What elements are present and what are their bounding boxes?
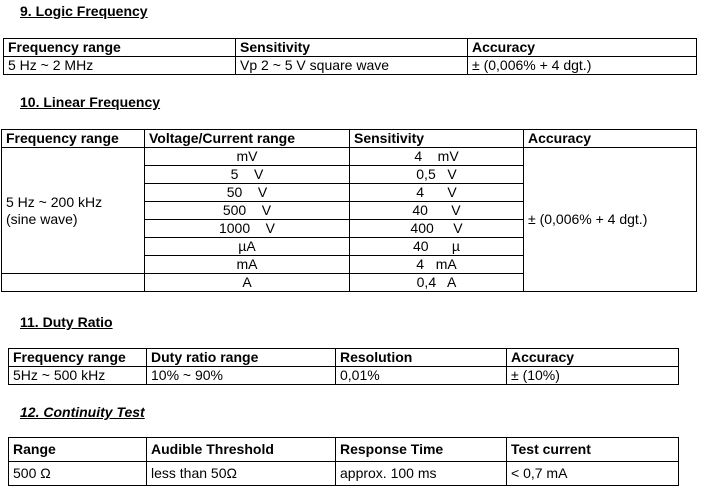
duty-ratio-table — [8, 348, 679, 385]
cell-audible-threshold: less than 50Ω — [147, 462, 336, 486]
cell-accuracy: ± (10%) — [507, 367, 679, 385]
header-audible-threshold: Audible Threshold — [147, 438, 336, 462]
cell-duty-ratio-range: 10% ~ 90% — [147, 367, 336, 385]
continuity-test-table — [8, 437, 679, 486]
section-title-logic-frequency: 9. Logic Frequency — [20, 3, 148, 19]
cell-response-time: approx. 100 ms — [336, 462, 507, 486]
cell-range: µA — [145, 238, 350, 256]
header-frequency-range: Frequency range — [9, 349, 147, 367]
header-response-time: Response Time — [336, 438, 507, 462]
cell-range: 50 V — [145, 184, 350, 202]
header-frequency-range: Frequency range — [4, 39, 236, 57]
cell-sensitivity: 4 mA — [350, 256, 524, 274]
header-duty-ratio-range: Duty ratio range — [147, 349, 336, 367]
header-accuracy: Accuracy — [468, 39, 697, 57]
cell-sensitivity: 400 V — [350, 220, 524, 238]
cell-range: A — [145, 274, 350, 292]
cell-sensitivity: 4 V — [350, 184, 524, 202]
section-title-linear-frequency: 10. Linear Frequency — [20, 94, 161, 110]
cell-range: 1000 V — [145, 220, 350, 238]
header-frequency-range: Frequency range — [2, 130, 145, 148]
cell-frequency-range-empty — [2, 274, 145, 292]
cell-range: 5 V — [145, 166, 350, 184]
section-title-duty-ratio: 11. Duty Ratio — [20, 314, 113, 330]
linear-frequency-table — [1, 129, 697, 292]
frequency-range-line2: (sine wave) — [6, 210, 78, 227]
cell-range: 500 V — [145, 202, 350, 220]
cell-frequency-range: 5Hz ~ 500 kHz — [9, 367, 147, 385]
cell-frequency-range: 5 Hz ~ 2 MHz — [4, 57, 236, 75]
cell-sensitivity: 40 µ — [350, 238, 524, 256]
cell-accuracy: ± (0,006% + 4 dgt.) — [468, 57, 697, 75]
header-range: Range — [9, 438, 147, 462]
header-sensitivity: Sensitivity — [350, 130, 524, 148]
header-resolution: Resolution — [336, 349, 507, 367]
cell-frequency-range — [2, 148, 145, 274]
cell-resolution: 0,01% — [336, 367, 507, 385]
header-accuracy: Accuracy — [507, 349, 679, 367]
header-sensitivity: Sensitivity — [236, 39, 468, 57]
section-title-continuity-test: 12. Continuity Test — [20, 404, 145, 420]
cell-sensitivity: Vp 2 ~ 5 V square wave — [236, 57, 468, 75]
cell-accuracy: ± (0,006% + 4 dgt.) — [524, 148, 697, 292]
cell-test-current: < 0,7 mA — [507, 462, 679, 486]
cell-range: mV — [145, 148, 350, 166]
cell-sensitivity: 4 mV — [350, 148, 524, 166]
frequency-range-line1: 5 Hz ~ 200 kHz — [6, 193, 103, 210]
cell-sensitivity: 0,5 V — [350, 166, 524, 184]
cell-range: mA — [145, 256, 350, 274]
header-voltage-current-range: Voltage/Current range — [145, 130, 350, 148]
cell-range: 500 Ω — [9, 462, 147, 486]
header-test-current: Test current — [507, 438, 679, 462]
logic-frequency-table — [3, 38, 697, 75]
cell-sensitivity: 40 V — [350, 202, 524, 220]
header-accuracy: Accuracy — [524, 130, 697, 148]
cell-sensitivity: 0,4 A — [350, 274, 524, 292]
